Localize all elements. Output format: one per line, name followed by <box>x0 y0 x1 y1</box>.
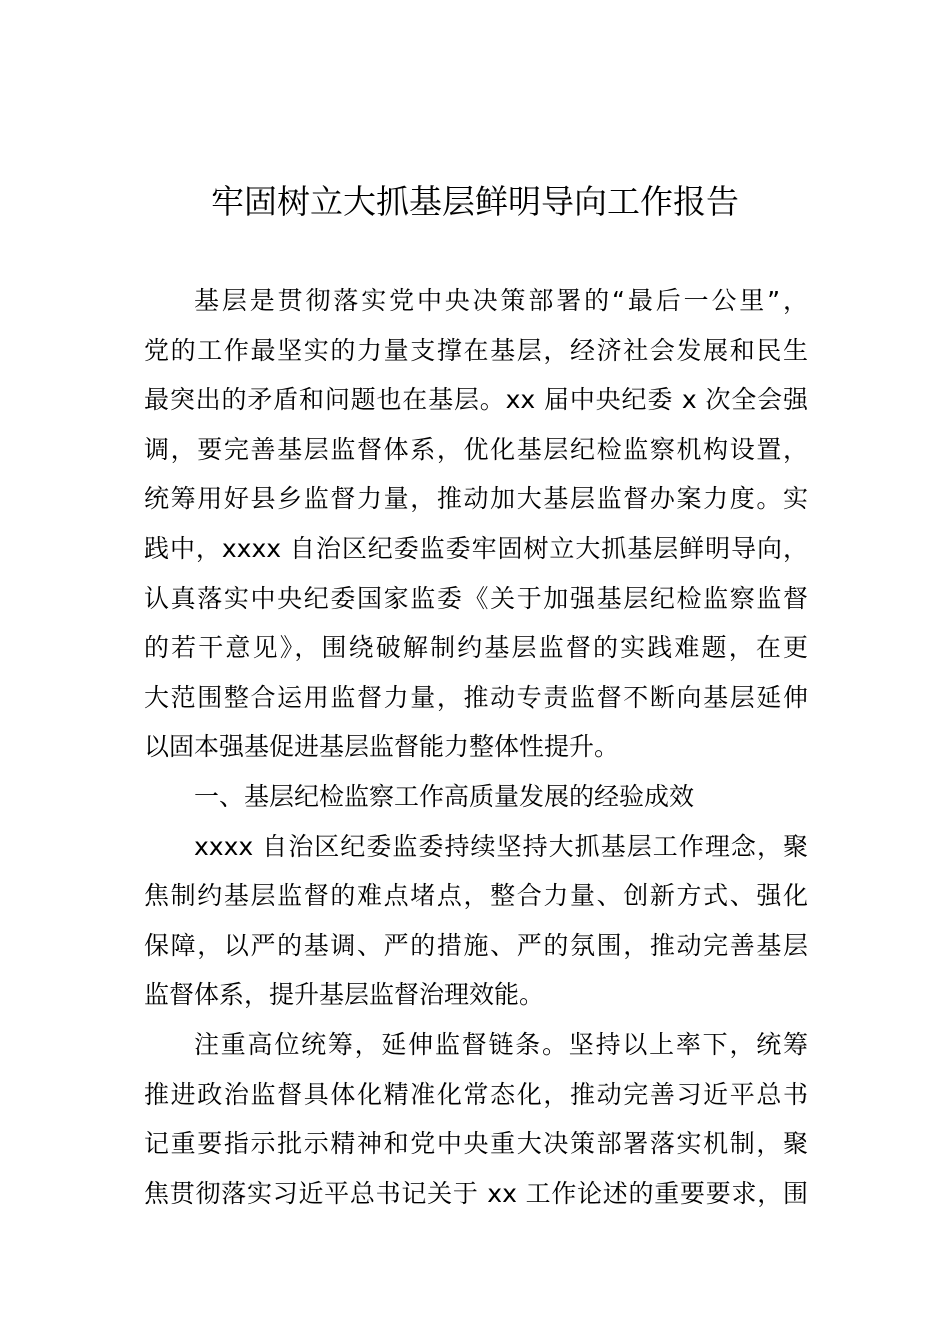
section-heading: 一、基层纪检监察工作高质量发展的经验成效 <box>194 781 695 811</box>
paragraph-line: 注重高位统筹，延伸监督链条。坚持以上率下，统筹 <box>194 1029 808 1059</box>
paragraph-line: 基层是贯彻落实党中央决策部署的“最后一公里”， <box>194 286 808 315</box>
paragraph-line: 记重要指示批示精神和党中央重大决策部署落实机制，聚 <box>144 1129 808 1159</box>
paragraph-line: 保障，以严的基调、严的措施、严的氛围，推动完善基层 <box>144 930 808 960</box>
paragraph-line: 党的工作最坚实的力量支撑在基层，经济社会发展和民生 <box>144 335 808 365</box>
paragraph-line: xxxx 自治区纪委监委持续坚持大抓基层工作理念，聚 <box>194 831 808 861</box>
paragraph-line: 监督体系，提升基层监督治理效能。 <box>144 980 545 1010</box>
paragraph-line: 大范围整合运用监督力量，推动专责监督不断向基层延伸 <box>144 682 808 712</box>
paragraph-line: 的若干意见》，围绕破解制约基层监督的实践难题，在更 <box>144 633 808 663</box>
document-body <box>144 276 808 1218</box>
paragraph-line: 以固本强基促进基层监督能力整体性提升。 <box>144 732 620 762</box>
paragraph-line: 推进政治监督具体化精准化常态化，推动完善习近平总书 <box>144 1079 808 1109</box>
paragraph-line: 调，要完善基层监督体系，优化基层纪检监察机构设置， <box>144 434 808 464</box>
paragraph-line: 焦制约基层监督的难点堵点，整合力量、创新方式、强化 <box>144 881 808 911</box>
paragraph-line: 统筹用好县乡监督力量，推动加大基层监督办案力度。实 <box>144 484 808 514</box>
document-title: 牢固树立大抓基层鲜明导向工作报告 <box>211 182 739 221</box>
paragraph-line: 最突出的矛盾和问题也在基层。xx 届中央纪委 x 次全会强 <box>144 385 808 415</box>
paragraph-line: 焦贯彻落实习近平总书记关于 xx 工作论述的重要要求，围 <box>144 1178 808 1208</box>
paragraph-line: 认真落实中央纪委国家监委《关于加强基层纪检监察监督 <box>144 583 808 613</box>
paragraph-line: 践中，xxxx 自治区纪委监委牢固树立大抓基层鲜明导向， <box>144 533 808 563</box>
